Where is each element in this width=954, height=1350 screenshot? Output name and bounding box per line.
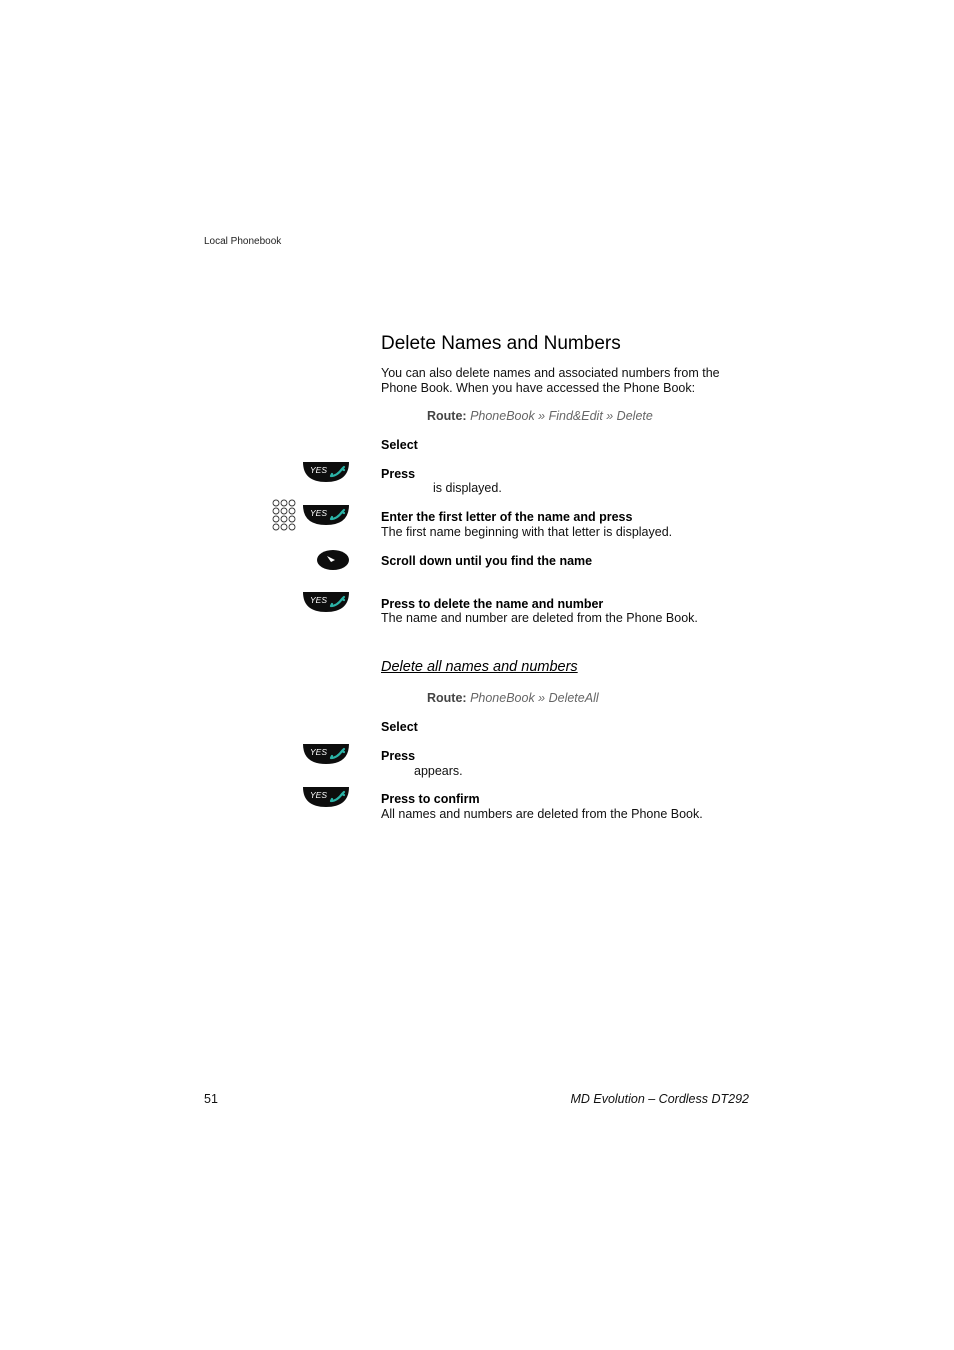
keypad-icon xyxy=(272,499,298,532)
yes-key-icon xyxy=(302,504,350,526)
page-number: 51 xyxy=(204,1092,218,1106)
step-result: appears. xyxy=(414,764,463,778)
route-path: PhoneBook » Find&Edit » Delete xyxy=(470,409,653,423)
step-instruction: Scroll down until you find the name xyxy=(381,554,593,568)
step-instruction: Enter the first letter of the name and press xyxy=(381,510,633,524)
route-line xyxy=(427,691,599,705)
yes-key-icon xyxy=(302,591,350,613)
step-instruction: Press xyxy=(381,467,416,481)
page-title: Delete Names and Numbers xyxy=(381,333,621,354)
svg-text:YES: YES xyxy=(310,465,328,475)
subsection-title: Delete all names and numbers xyxy=(381,659,578,675)
svg-text:YES: YES xyxy=(310,508,328,518)
step-instruction: Press to confirm xyxy=(381,792,480,806)
svg-text:YES: YES xyxy=(310,595,328,605)
yes-key-icon xyxy=(302,461,350,483)
route-path: PhoneBook » DeleteAll xyxy=(470,691,599,705)
step-instruction: Select xyxy=(381,720,418,734)
step-result: All names and numbers are deleted from the Phone Book. xyxy=(381,807,703,821)
intro-paragraph: You can also delete names and associated numbers from the Phone Book. When you have accessed the Phone Book: xyxy=(381,366,720,395)
svg-text:YES: YES xyxy=(310,790,328,800)
product-name: MD Evolution – Cordless DT292 xyxy=(570,1092,749,1106)
step-instruction: Press to delete the name and number xyxy=(381,597,604,611)
step-instruction: Press xyxy=(381,749,416,763)
step-result: The first name beginning with that letter is displayed. xyxy=(381,525,673,539)
route-line xyxy=(427,409,653,423)
yes-key-icon xyxy=(302,786,350,808)
step-result: The name and number are deleted from the Phone Book. xyxy=(381,611,698,625)
section-header: Local Phonebook xyxy=(204,236,282,247)
step-instruction: Select xyxy=(381,438,418,452)
yes-key-icon xyxy=(302,743,350,765)
route-label: Route: xyxy=(427,691,467,705)
route-label: Route: xyxy=(427,409,467,423)
svg-text:YES: YES xyxy=(310,747,328,757)
scroll-key-icon xyxy=(316,549,350,571)
step-result: is displayed. xyxy=(433,481,502,495)
